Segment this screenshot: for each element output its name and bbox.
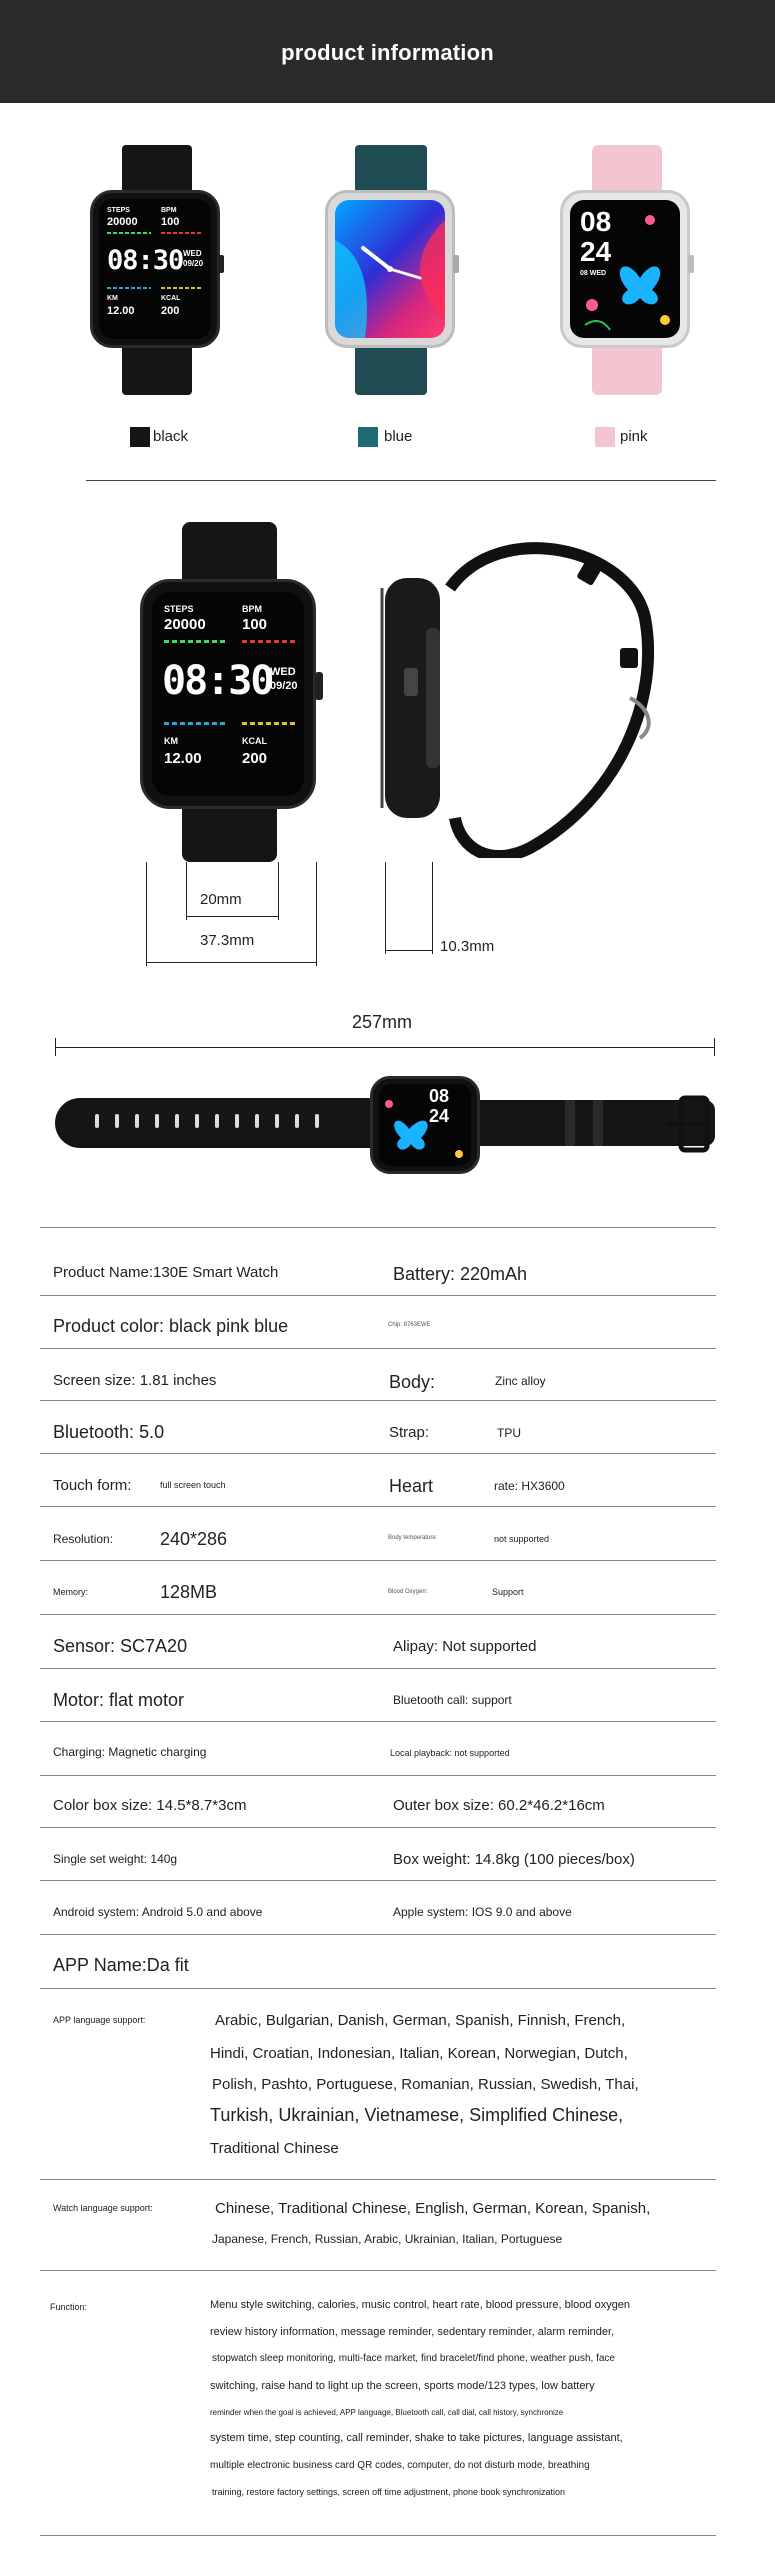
face-steps-value: 20000 xyxy=(164,616,206,633)
face-bpm-value: 100 xyxy=(242,616,268,633)
dimension-total-length: 257mm xyxy=(352,1012,413,1032)
spec-function-line: training, restore factory settings, screen off time adjustment, phone book synchronization xyxy=(212,2487,566,2497)
spec-memory-label: Memory: xyxy=(53,1587,89,1597)
dimension-thickness: 10.3mm xyxy=(440,938,495,955)
face-bpm-label: BPM xyxy=(242,604,262,614)
swatch-pink xyxy=(595,427,615,447)
strap-face-hour: 08 xyxy=(429,1086,450,1106)
face-km-label: KM xyxy=(107,295,118,302)
swatch-blue xyxy=(358,427,378,447)
spec-watch-lang-line: Japanese, French, Russian, Arabic, Ukrainian, Italian, Portuguese xyxy=(212,2232,563,2246)
face-day: WED xyxy=(183,249,202,258)
spec-screen-size: Screen size: 1.81 inches xyxy=(53,1372,217,1389)
spec-function-line: reminder when the goal is achieved, APP language, Bluetooth call, call dial, call history, synchronize xyxy=(210,2408,564,2417)
face-kcal-label: KCAL xyxy=(161,295,181,302)
dimension-screen-width: 20mm xyxy=(200,891,242,908)
face-kcal-label: KCAL xyxy=(242,736,267,746)
spec-sensor: Sensor: SC7A20 xyxy=(53,1636,188,1656)
spec-box-weight: Box weight: 14.8kg (100 pieces/box) xyxy=(393,1851,635,1868)
swatch-label-black: black xyxy=(153,428,189,445)
header-bar xyxy=(0,0,775,103)
spec-function-line: Menu style switching, calories, music control, heart rate, blood pressure, blood oxygen xyxy=(210,2299,631,2311)
spec-function-line: system time, step counting, call reminder, shake to take pictures, language assistant, xyxy=(210,2432,623,2444)
spec-app-lang-line: Arabic, Bulgarian, Danish, German, Spanish, Finnish, French, xyxy=(215,2012,626,2029)
spec-apple: Apple system: IOS 9.0 and above xyxy=(393,1905,572,1919)
spec-local-playback: Local playback: not supported xyxy=(390,1748,510,1758)
watch-blue-image xyxy=(325,145,460,395)
spec-body-value: Zinc alloy xyxy=(495,1374,546,1388)
spec-product-color: Product color: black pink blue xyxy=(53,1316,289,1336)
face-date: 09/20 xyxy=(183,259,204,268)
spec-app-name: APP Name:Da fit xyxy=(53,1955,189,1975)
spec-app-lang-line: Traditional Chinese xyxy=(210,2140,339,2157)
pink-face-minute: 24 xyxy=(580,236,612,267)
spec-touch-value: full screen touch xyxy=(160,1480,226,1490)
spec-watch-lang-label: Watch language support: xyxy=(53,2203,153,2213)
face-time: 08:30 xyxy=(162,658,273,704)
spec-body-temp-label: Body temperature: xyxy=(388,1535,438,1541)
pink-face-hour: 08 xyxy=(580,206,612,237)
spec-function-line: multiple electronic business card QR codes, computer, do not disturb mode, breathing xyxy=(210,2460,590,2471)
face-km-value: 12.00 xyxy=(107,305,135,317)
watch-front-dimension-image xyxy=(140,522,335,862)
spec-outer-box: Outer box size: 60.2*46.2*16cm xyxy=(393,1797,605,1814)
spec-single-weight: Single set weight: 140g xyxy=(53,1852,178,1866)
spec-app-lang-line: Hindi, Croatian, Indonesian, Italian, Korean, Norwegian, Dutch, xyxy=(210,2045,628,2062)
spec-strap-value: TPU xyxy=(497,1426,521,1440)
face-bpm-label: BPM xyxy=(161,207,177,214)
spec-motor: Motor: flat motor xyxy=(53,1690,185,1710)
spec-color-box: Color box size: 14.5*8.7*3cm xyxy=(53,1797,247,1814)
spec-alipay: Alipay: Not supported xyxy=(393,1638,537,1655)
spec-android: Android system: Android 5.0 and above xyxy=(53,1905,263,1919)
watch-full-strap-image xyxy=(55,1070,715,1180)
spec-touch-label: Touch form: xyxy=(53,1477,132,1494)
face-day: WED xyxy=(270,666,296,678)
spec-battery: Battery: 220mAh xyxy=(393,1264,528,1284)
spec-blood-oxygen-label: Blood Oxygen: xyxy=(388,1589,428,1595)
section-divider xyxy=(86,480,716,481)
spec-function-line: stopwatch sleep monitoring, multi-face market, find bracelet/find phone, weather push, face xyxy=(212,2353,615,2364)
spec-strap-label: Strap: xyxy=(389,1424,430,1441)
face-date: 09/20 xyxy=(270,680,298,692)
dimension-case-width: 37.3mm xyxy=(200,932,255,949)
page-title: product information xyxy=(281,40,494,65)
face-kcal-value: 200 xyxy=(161,305,180,317)
spec-resolution-value: 240*286 xyxy=(160,1529,228,1549)
spec-body-temp-value: not supported xyxy=(494,1534,550,1544)
swatch-label-pink: pink xyxy=(620,428,648,445)
face-kcal-value: 200 xyxy=(242,750,268,767)
face-km-label: KM xyxy=(164,736,178,746)
watch-pink-image xyxy=(560,145,695,395)
spec-resolution-label: Resolution: xyxy=(53,1532,114,1546)
swatch-label-blue: blue xyxy=(384,428,413,445)
spec-app-lang-label: APP language support: xyxy=(53,2015,146,2025)
spec-body-label: Body: xyxy=(389,1372,436,1392)
spec-bt-call: Bluetooth call: support xyxy=(393,1693,512,1707)
spec-heart-label: Heart xyxy=(389,1476,434,1496)
spec-app-lang-line: Turkish, Ukrainian, Vietnamese, Simplified Chinese, xyxy=(210,2105,624,2125)
spec-blood-oxygen-value: Support xyxy=(492,1587,524,1597)
face-steps-label: STEPS xyxy=(164,604,194,614)
face-steps-label: STEPS xyxy=(107,207,130,214)
spec-heart-value: rate: HX3600 xyxy=(494,1479,565,1493)
spec-chip: Chip: 8763EWE xyxy=(388,1322,431,1328)
spec-charging: Charging: Magnetic charging xyxy=(53,1745,207,1759)
butterfly-icon xyxy=(379,1084,471,1166)
spec-function-label: Function: xyxy=(50,2302,88,2312)
face-time: 08:30 xyxy=(107,245,184,276)
spec-bluetooth: Bluetooth: 5.0 xyxy=(53,1422,165,1442)
spec-watch-lang-line: Chinese, Traditional Chinese, English, German, Korean, Spanish, xyxy=(215,2200,651,2217)
butterfly-icon xyxy=(570,200,680,338)
face-steps-value: 20000 xyxy=(107,216,138,228)
blue-face-graphic xyxy=(335,200,445,338)
watch-black-image xyxy=(90,145,225,395)
face-bpm-value: 100 xyxy=(161,216,180,228)
pink-face-day: 08 WED xyxy=(580,270,607,277)
spec-memory-value: 128MB xyxy=(160,1582,218,1602)
face-km-value: 12.00 xyxy=(164,750,202,767)
spec-function-line: switching, raise hand to light up the screen, sports mode/123 types, low battery xyxy=(210,2380,595,2392)
swatch-black xyxy=(130,427,150,447)
spec-app-lang-line: Polish, Pashto, Portuguese, Romanian, Russian, Swedish, Thai, xyxy=(212,2076,639,2093)
watch-side-image xyxy=(380,528,680,858)
spec-product-name: Product Name:130E Smart Watch xyxy=(53,1264,279,1281)
spec-function-line: review history information, message reminder, sedentary reminder, alarm reminder, xyxy=(210,2326,615,2338)
strap-face-minute: 24 xyxy=(429,1106,450,1126)
